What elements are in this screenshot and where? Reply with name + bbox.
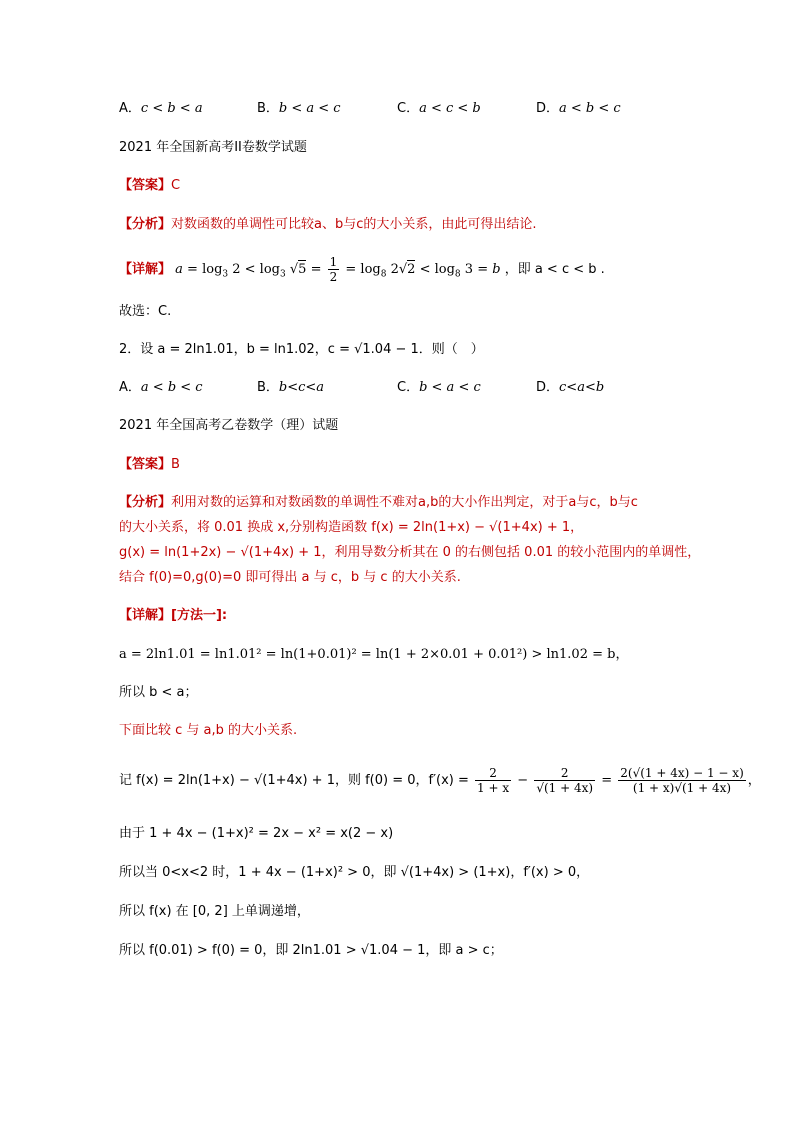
q1-analysis: 【分析】对数函数的单调性可比较a、b与c的大小关系，由此可得出结论.: [119, 217, 537, 232]
q2-increasing: 所以 f(x) 在 [0, 2] 上单调递增，: [119, 904, 310, 919]
q2-option-b: B．b<c<a: [257, 380, 325, 395]
q1-source: 2021 年全国新高考II卷数学试题: [119, 140, 307, 155]
q2-record-f: 记 f(x) = 2ln(1+x) − √(1+4x) + 1，则 f(0) = 0，f′(x) = $\frac{2}{1 + x}$ − $\frac{2}{√(1 + 4x)}$ = $\frac{2(√(1 + 4x) - 1 - x)}{(1 + x)√(1 + 4x)}$ ，: [119, 766, 761, 795]
q2-detail-heading: 【详解】[方法一]:: [119, 608, 228, 623]
q1-option-b: B．b < a < c: [257, 101, 341, 116]
q2-stem: 2．设 a = 2ln1.01，b = ln1.02，c = √1.04 − 1．则（ ）: [119, 342, 484, 357]
q2-equation-a: a = 2ln1.01 = ln1.01² = ln(1+0.01)² = ln(1 + 2×0.01 + 0.01²) > ln1.02 = b，: [119, 647, 629, 662]
q2-option-a: A．a < b < c: [119, 380, 203, 395]
q2-compare-c: 下面比较 c 与 a,b 的大小关系.: [119, 723, 298, 738]
q1-detail: 【详解】 $a = \log_3 2 < \log_3 √5$ = $\frac{1}{2}$ = $\log_8 2√2 < \log_8 3 = b$ ，即 a < c < b .: [119, 255, 605, 284]
q1-answer: 【答案】C: [119, 178, 181, 193]
q2-option-c: C．b < a < c: [397, 380, 481, 395]
q2-analysis-line3: g(x) = ln(1+2x) − √(1+4x) + 1，利用导数分析其在 0 的右侧包括 0.01 的较小范围内的单调性，: [119, 545, 701, 560]
q2-b-lt-a: 所以 b < a；: [119, 685, 198, 700]
q2-analysis-line4: 结合 f(0)=0,g(0)=0 即可得出 a 与 c，b 与 c 的大小关系.: [119, 570, 461, 585]
q2-answer: 【答案】B: [119, 457, 180, 472]
q2-when: 所以当 0<x<2 时，1 + 4x − (1+x)² > 0，即 √(1+4x) > (1+x)，f′(x) > 0，: [119, 865, 590, 880]
q2-option-d: D．c<a<b: [536, 380, 605, 395]
q2-due-to: 由于 1 + 4x − (1+x)² = 2x − x² = x(2 − x): [119, 826, 394, 841]
q2-source: 2021 年全国高考乙卷数学（理）试题: [119, 418, 339, 433]
q1-conclusion: 故选：C.: [119, 304, 172, 319]
q2-analysis-line1: 【分析】利用对数的运算和对数函数的单调性不难对a,b的大小作出判定，对于a与c，b与c: [119, 495, 638, 510]
q1-option-d: D．a < b < c: [536, 101, 621, 116]
q2-result: 所以 f(0.01) > f(0) = 0，即 2ln1.01 > √1.04 − 1，即 a > c；: [119, 943, 503, 958]
q2-analysis-line2: 的大小关系，将 0.01 换成 x,分别构造函数 f(x) = 2ln(1+x) − √(1+4x) + 1，: [119, 520, 584, 535]
q1-option-c: C．a < c < b: [397, 101, 481, 116]
q1-detail-equation: $a = \log_3 2 < \log_3 √5$ = $\frac{1}{2}$ = $\log_8 2√2 < \log_8 3 = b$: [175, 255, 501, 284]
q1-option-a: A．c < b < a: [119, 101, 203, 116]
